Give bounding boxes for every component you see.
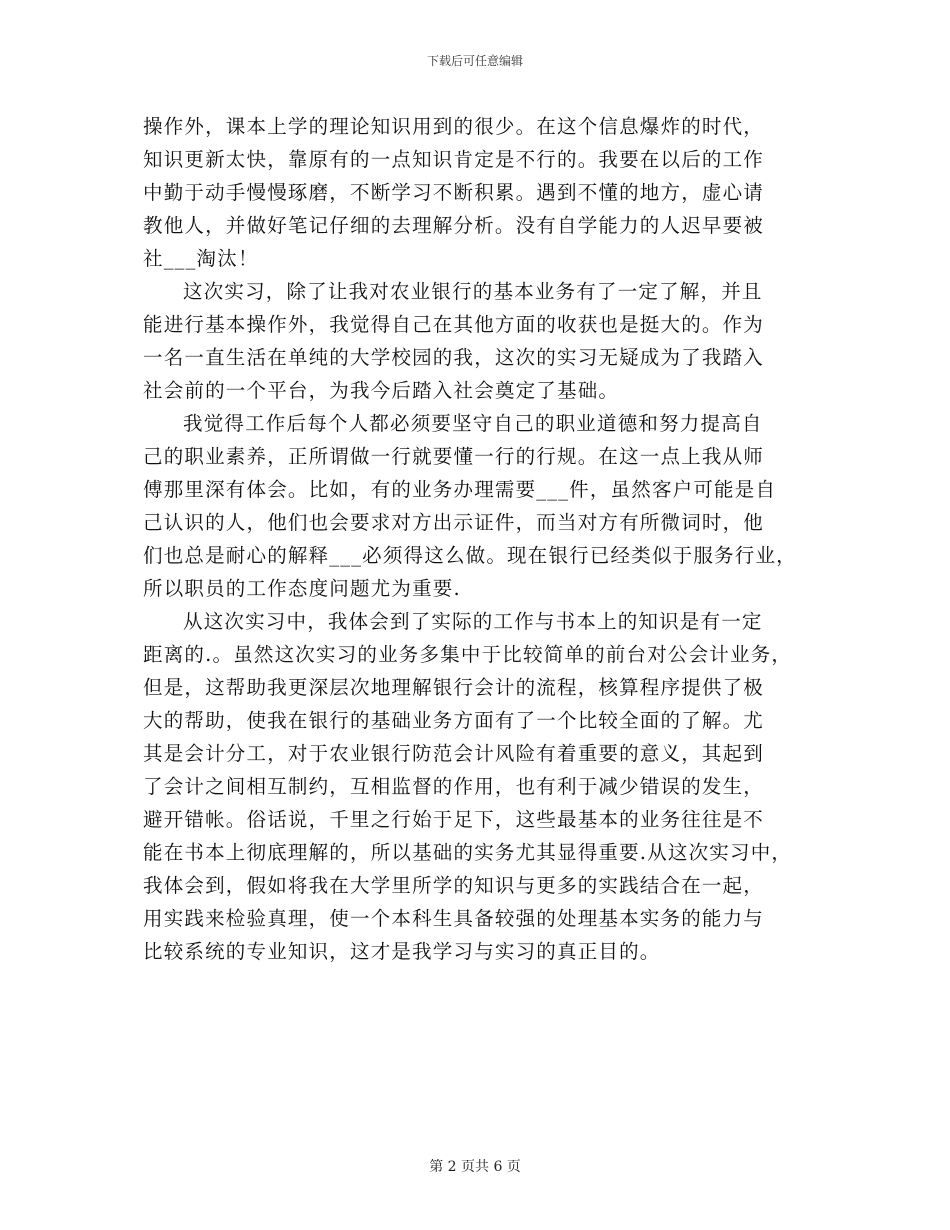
text-line: 了会计之间相互制约，互相监督的作用，也有利于减少错误的发生，: [143, 775, 765, 798]
text-line: 社会前的一个平台，为我今后踏入社会奠定了基础。: [143, 379, 620, 402]
document-body: [143, 110, 813, 968]
text-line: 己的职业素养，正所谓做一行就要懂一行的行规。在这一点上我从师: [143, 445, 765, 468]
text-line: 其是会计分工，对于农业银行防范会计风险有着重要的意义，其起到: [143, 742, 765, 765]
text-line: 们也总是耐心的解释___必须得这么做。现在银行已经类似于服务行业，: [143, 544, 797, 567]
text-line: 比较系统的专业知识，这才是我学习与实习的真正目的。: [143, 940, 661, 963]
paragraph-start-line: 我觉得工作后每个人都必须要坚守自己的职业道德和努力提高自: [183, 412, 763, 435]
text-line: 一名一直生活在单纯的大学校园的我，这次的实习无疑成为了我踏入: [143, 346, 765, 369]
text-line: 但是，这帮助我更深层次地理解银行会计的流程，核算程序提供了极: [143, 676, 765, 699]
text-line: 己认识的人，他们也会要求对方出示证件，而当对方有所微词时，他: [143, 511, 765, 534]
text-line: 中勤于动手慢慢琢磨，不断学习不断积累。遇到不懂的地方，虚心请: [143, 181, 765, 204]
text-line: 傅那里深有体会。比如，有的业务办理需要___件，虽然客户可能是自: [143, 478, 777, 501]
text-line: 用实践来检验真理，使一个本科生具备较强的处理基本实务的能力与: [143, 907, 765, 930]
text-line: 我体会到，假如将我在大学里所学的知识与更多的实践结合在一起，: [143, 874, 765, 897]
paragraph-start-line: 从这次实习中，我体会到了实际的工作与书本上的知识是有一定: [183, 610, 763, 633]
text-line: 教他人，并做好笔记仔细的去理解分析。没有自学能力的人迟早要被: [143, 214, 765, 237]
text-line: 能在书本上彻底理解的，所以基础的实务尤其显得重要.从这次实习中，: [143, 841, 793, 864]
paragraph-start-line: 这次实习，除了让我对农业银行的基本业务有了一定了解，并且: [183, 280, 763, 303]
text-line: 操作外，课本上学的理论知识用到的很少。在这个信息爆炸的时代，: [143, 115, 765, 138]
text-line: 大的帮助，使我在银行的基础业务方面有了一个比较全面的了解。尤: [143, 709, 765, 732]
text-line: 距离的.。虽然这次实习的业务多集中于比较简单的前台对公会计业务，: [143, 643, 793, 666]
text-line: 能进行基本操作外，我觉得自己在其他方面的收获也是挺大的。作为: [143, 313, 765, 336]
text-line: 知识更新太快，靠原有的一点知识肯定是不行的。我要在以后的工作: [143, 148, 765, 171]
page-footer: 第 2 页共 6 页: [429, 1159, 521, 1175]
text-line: 所以职员的工作态度问题尤为重要.: [143, 577, 461, 600]
page-header: 下载后可任意编辑: [426, 54, 523, 68]
text-line: 避开错帐。俗话说，千里之行始于足下，这些最基本的业务往往是不: [143, 808, 765, 831]
text-line: 社___淘汰！: [143, 247, 259, 270]
